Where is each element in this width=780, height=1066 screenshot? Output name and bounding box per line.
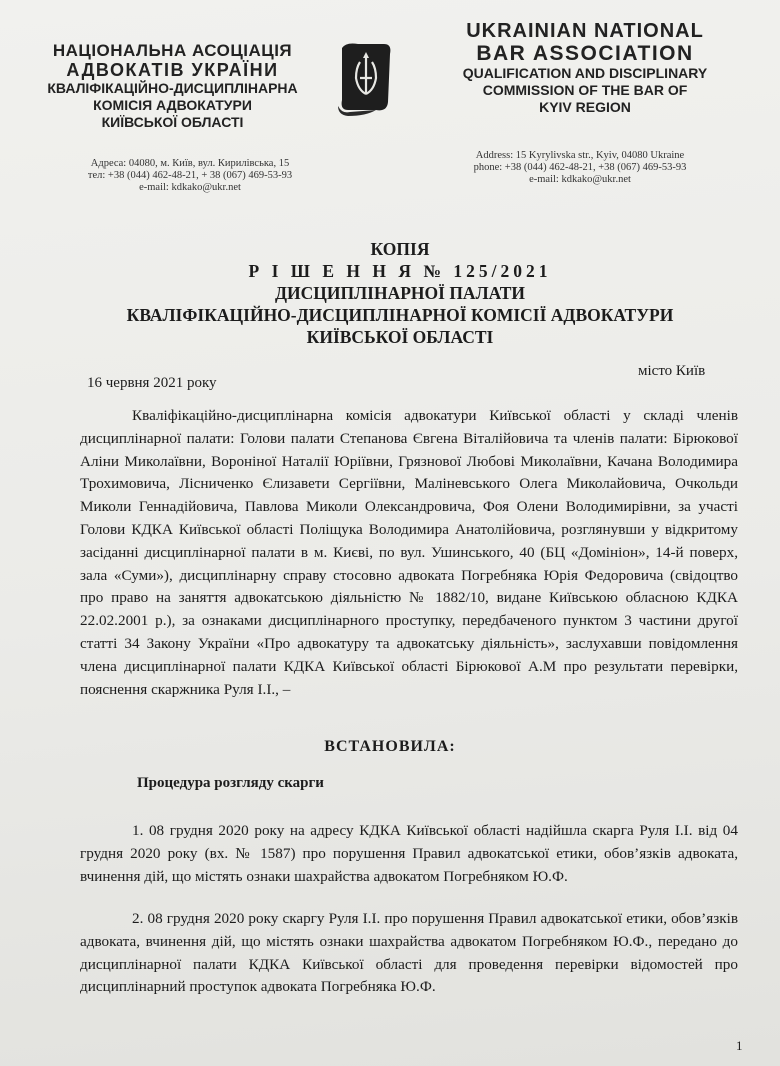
org-name-ua-line5: КИЇВСЬКОЇ ОБЛАСТІ xyxy=(101,114,244,130)
address-en-line2: phone: +38 (044) 462-48-21, +38 (067) 469-53-93 xyxy=(473,162,687,173)
org-name-ua-line4: КОМІСІЯ АДВОКАТУРИ xyxy=(93,97,252,113)
address-ua-line2: тел: +38 (044) 462-48-21, + 38 (067) 469-53-93 xyxy=(87,170,293,181)
paragraph-2 xyxy=(80,908,738,999)
address-en xyxy=(430,150,730,186)
document-title xyxy=(100,238,700,348)
title-chamber: ДИСЦИПЛІНАРНОЇ ПАЛАТИ xyxy=(275,283,525,303)
title-copy: КОПІЯ xyxy=(370,239,430,259)
org-name-en-line2: BAR ASSOCIATION xyxy=(476,42,694,65)
paragraph-1-text: 1. 08 грудня 2020 року на адресу КДКА Київської області надійшла скарга Руля І.І. від 04 грудня 2020 року (вх. № 1587) про порушення Правил адвокатської етики, обов’язків адвоката, вчинення дій, що містять ознаки шахрайства адвокатом Погребняком Ю.Ф. xyxy=(80,822,738,885)
address-en-line3: e-mail: kdkako@ukr.net xyxy=(529,174,631,185)
paragraph-2-text: 2. 08 грудня 2020 року скаргу Руля І.І. про порушення Правил адвокатської етики, обов’язків адвоката, вчинення дій, що містять ознаки шахрайства адвокатом Погребняком Ю.Ф., передано до дисциплінарної палати КДКА Київської області для проведення перевірки відомостей про дисциплінарний проступок адвоката Погребняка Ю.Ф. xyxy=(80,910,738,996)
title-commission: КВАЛІФІКАЦІЙНО-ДИСЦИПЛІНАРНОЇ КОМІСІЇ АДВОКАТУРИ xyxy=(126,305,674,325)
org-name-en-line5: KYIV REGION xyxy=(539,99,631,115)
title-decision-number: Р І Ш Е Н Н Я № 125/2021 xyxy=(248,261,552,281)
section-heading: ВСТАНОВИЛА: xyxy=(324,738,456,755)
org-name-en-line4: COMMISSION OF THE BAR OF xyxy=(482,82,688,98)
org-name-en-line1: UKRAINIAN NATIONAL xyxy=(466,20,704,42)
address-ua-line1: Адреса: 04080, м. Київ, вул. Кирилівська, 15 xyxy=(90,158,290,169)
section-subheading: Процедура розгляду скарги xyxy=(137,775,324,791)
trident-emblem-icon xyxy=(336,38,396,116)
address-ua xyxy=(40,158,340,194)
intro-paragraph xyxy=(80,405,738,701)
intro-text: Кваліфікаційно-дисциплінарна комісія адвокатури Київської області у складі членів дисциплінарної палати: Голови палати Степанова Євгена Віталійовича та членів палати: Бірюкової Аліни Миколаївни, Вороніної Наталії Юріївни, Грязнової Любові Миколаївни, Качана Володимира Трохимовича, Лісниченко Єлизавети Сергіївни, Маліневського Олега Миколайовича, Очкольди Миколи Геннадійовича, Павлова Миколи Олександровича, Фоя Олени Володимирівни, за участі Голови КДКА Київської області Поліщука Володимира Анатолійовича, розглянувши у відкритому засіданні дисциплінарної палати в м. Києві, по вул. Ушинського, 40 (БЦ «Домініон», 14-й поверх, зала «Суми»), дисциплінарну справу стосовно адвоката Погребняка Юрія Федоровича (свідоцтво про право на заняття адвокатською діяльністю № 1882/10, видане Київською обласною КДКА 22.02.2001 р.), за ознаками дисциплінарного проступку, передбаченого пунктом 3 частини другої статті 34 Закону України «Про адвокатуру та адвокатську діяльність», заслухавши повідомлення члена дисциплінарної палати КДКА Київської області Бірюкової А.М про результати перевірки, пояснення скаржника Руля І.І., – xyxy=(80,407,738,698)
header-left xyxy=(0,42,345,131)
org-name-ua-line2: АДВОКАТІВ УКРАЇНИ xyxy=(66,60,279,80)
title-region: КИЇВСЬКОЇ ОБЛАСТІ xyxy=(306,327,494,347)
address-ua-line3: e-mail: kdkako@ukr.net xyxy=(139,182,241,193)
header-right xyxy=(420,20,750,116)
document-city: місто Київ xyxy=(638,363,706,379)
page-number: 1 xyxy=(736,1038,743,1053)
document-date: 16 червня 2021 року xyxy=(87,375,217,391)
org-name-ua-line3: КВАЛІФІКАЦІЙНО-ДИСЦИПЛІНАРНА xyxy=(47,80,298,96)
address-en-line1: Address: 15 Kyrylivska str., Kyiv, 04080 Ukraine xyxy=(475,150,685,161)
org-name-en-line3: QUALIFICATION AND DISCIPLINARY xyxy=(462,65,708,81)
org-name-ua-line1: НАЦІОНАЛЬНА АСОЦІАЦІЯ xyxy=(52,41,293,60)
paragraph-1 xyxy=(80,820,738,888)
